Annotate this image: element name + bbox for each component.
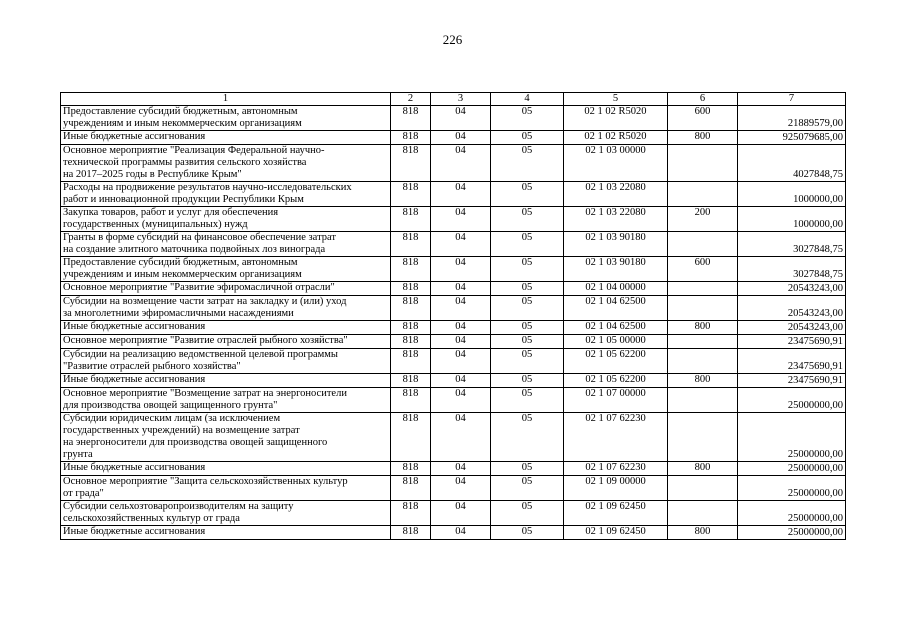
table-row: [61, 388, 846, 413]
section-cell: 04: [431, 335, 491, 349]
header-cell: 2: [391, 93, 431, 106]
row-name-cell: Основное мероприятие "Развитие отраслей рыбного хозяйства": [61, 335, 391, 349]
table-row: [61, 257, 846, 282]
row-name-cell: Субсидии юридическим лицам (за исключением государственных учреждений) на возмещение затрат на энергоносители для производства овощей защищенного грунта: [61, 413, 391, 462]
table-row: [61, 335, 846, 349]
amount-cell: 925079685,00: [738, 131, 846, 145]
target-article-cell: 02 1 07 00000: [564, 388, 668, 413]
section-cell: 04: [431, 388, 491, 413]
table-row: [61, 476, 846, 501]
table-row: [61, 145, 846, 182]
subsection-cell: 05: [491, 462, 564, 476]
row-name-cell: Иные бюджетные ассигнования: [61, 131, 391, 145]
target-article-cell: 02 1 02 R5020: [564, 106, 668, 131]
table-row: [61, 207, 846, 232]
admin-code-cell: 818: [391, 321, 431, 335]
target-article-cell: 02 1 05 62200: [564, 374, 668, 388]
amount-cell: 3027848,75: [738, 257, 846, 282]
expense-type-cell: [668, 349, 738, 374]
target-article-cell: 02 1 07 62230: [564, 462, 668, 476]
expense-type-cell: [668, 145, 738, 182]
subsection-cell: 05: [491, 282, 564, 296]
target-article-cell: 02 1 05 00000: [564, 335, 668, 349]
table-row: [61, 232, 846, 257]
subsection-cell: 05: [491, 526, 564, 540]
admin-code-cell: 818: [391, 526, 431, 540]
subsection-cell: 05: [491, 232, 564, 257]
section-cell: 04: [431, 462, 491, 476]
section-cell: 04: [431, 131, 491, 145]
amount-cell: 23475690,91: [738, 335, 846, 349]
amount-cell: 23475690,91: [738, 349, 846, 374]
header-cell: 5: [564, 93, 668, 106]
row-name-cell: Основное мероприятие "Защита сельскохозяйственных культур от града": [61, 476, 391, 501]
section-cell: 04: [431, 349, 491, 374]
amount-cell: 20543243,00: [738, 282, 846, 296]
admin-code-cell: 818: [391, 131, 431, 145]
row-name-cell: Закупка товаров, работ и услуг для обеспечения государственных (муниципальных) нужд: [61, 207, 391, 232]
table-row: [61, 131, 846, 145]
table-row: [61, 413, 846, 462]
admin-code-cell: 818: [391, 232, 431, 257]
target-article-cell: 02 1 09 00000: [564, 476, 668, 501]
section-cell: 04: [431, 257, 491, 282]
subsection-cell: 05: [491, 321, 564, 335]
amount-cell: 21889579,00: [738, 106, 846, 131]
target-article-cell: 02 1 04 62500: [564, 321, 668, 335]
expense-type-cell: [668, 501, 738, 526]
target-article-cell: 02 1 09 62450: [564, 501, 668, 526]
expense-type-cell: 600: [668, 106, 738, 131]
expense-type-cell: 800: [668, 462, 738, 476]
section-cell: 04: [431, 476, 491, 501]
amount-cell: 1000000,00: [738, 207, 846, 232]
amount-cell: 25000000,00: [738, 388, 846, 413]
row-name-cell: Иные бюджетные ассигнования: [61, 462, 391, 476]
row-name-cell: Иные бюджетные ассигнования: [61, 526, 391, 540]
table-row: [61, 106, 846, 131]
target-article-cell: 02 1 03 90180: [564, 232, 668, 257]
subsection-cell: 05: [491, 145, 564, 182]
subsection-cell: 05: [491, 501, 564, 526]
amount-cell: 25000000,00: [738, 413, 846, 462]
subsection-cell: 05: [491, 296, 564, 321]
admin-code-cell: 818: [391, 413, 431, 462]
amount-cell: 25000000,00: [738, 501, 846, 526]
section-cell: 04: [431, 282, 491, 296]
admin-code-cell: 818: [391, 462, 431, 476]
section-cell: 04: [431, 501, 491, 526]
expense-type-cell: [668, 413, 738, 462]
target-article-cell: 02 1 09 62450: [564, 526, 668, 540]
subsection-cell: 05: [491, 476, 564, 501]
expense-type-cell: [668, 296, 738, 321]
section-cell: 04: [431, 106, 491, 131]
admin-code-cell: 818: [391, 182, 431, 207]
subsection-cell: 05: [491, 257, 564, 282]
target-article-cell: 02 1 02 R5020: [564, 131, 668, 145]
section-cell: 04: [431, 145, 491, 182]
header-cell: 7: [738, 93, 846, 106]
admin-code-cell: 818: [391, 145, 431, 182]
amount-cell: 3027848,75: [738, 232, 846, 257]
admin-code-cell: 818: [391, 388, 431, 413]
header-cell: 6: [668, 93, 738, 106]
section-cell: 04: [431, 207, 491, 232]
target-article-cell: 02 1 07 62230: [564, 413, 668, 462]
amount-cell: 23475690,91: [738, 374, 846, 388]
target-article-cell: 02 1 04 00000: [564, 282, 668, 296]
subsection-cell: 05: [491, 388, 564, 413]
amount-cell: 4027848,75: [738, 145, 846, 182]
subsection-cell: 05: [491, 131, 564, 145]
target-article-cell: 02 1 03 90180: [564, 257, 668, 282]
row-name-cell: Гранты в форме субсидий на финансовое обеспечение затрат на создание элитного маточника подвойных лоз винограда: [61, 232, 391, 257]
expense-type-cell: 800: [668, 321, 738, 335]
subsection-cell: 05: [491, 207, 564, 232]
admin-code-cell: 818: [391, 282, 431, 296]
row-name-cell: Основное мероприятие "Возмещение затрат на энергоносители для производства овощей защищенного грунта": [61, 388, 391, 413]
expense-type-cell: [668, 476, 738, 501]
table-row: [61, 462, 846, 476]
table-row: [61, 321, 846, 335]
row-name-cell: Предоставление субсидий бюджетным, автономным учреждениям и иным некоммерческим организациям: [61, 257, 391, 282]
admin-code-cell: 818: [391, 335, 431, 349]
section-cell: 04: [431, 374, 491, 388]
table-row: [61, 526, 846, 540]
subsection-cell: 05: [491, 349, 564, 374]
amount-cell: 25000000,00: [738, 476, 846, 501]
row-name-cell: Основное мероприятие "Развитие эфиромасличной отрасли": [61, 282, 391, 296]
section-cell: 04: [431, 182, 491, 207]
subsection-cell: 05: [491, 374, 564, 388]
amount-cell: 25000000,00: [738, 526, 846, 540]
header-cell: 3: [431, 93, 491, 106]
section-cell: 04: [431, 296, 491, 321]
admin-code-cell: 818: [391, 207, 431, 232]
expense-type-cell: [668, 335, 738, 349]
subsection-cell: 05: [491, 182, 564, 207]
row-name-cell: Предоставление субсидий бюджетным, автономным учреждениям и иным некоммерческим организациям: [61, 106, 391, 131]
section-cell: 04: [431, 321, 491, 335]
target-article-cell: 02 1 03 22080: [564, 207, 668, 232]
header-cell: 4: [491, 93, 564, 106]
subsection-cell: 05: [491, 106, 564, 131]
budget-table: [60, 92, 846, 540]
row-name-cell: Субсидии на возмещение части затрат на закладку и (или) уход за многолетними эфиромасличными насаждениями: [61, 296, 391, 321]
row-name-cell: Иные бюджетные ассигнования: [61, 374, 391, 388]
target-article-cell: 02 1 03 22080: [564, 182, 668, 207]
expense-type-cell: 800: [668, 131, 738, 145]
row-name-cell: Субсидии сельхозтоваропроизводителям на защиту сельскохозяйственных культур от града: [61, 501, 391, 526]
expense-type-cell: 600: [668, 257, 738, 282]
admin-code-cell: 818: [391, 374, 431, 388]
table-row: [61, 282, 846, 296]
page-number: 226: [442, 32, 463, 47]
amount-cell: 20543243,00: [738, 321, 846, 335]
admin-code-cell: 818: [391, 296, 431, 321]
subsection-cell: 05: [491, 335, 564, 349]
amount-cell: 1000000,00: [738, 182, 846, 207]
expense-type-cell: [668, 232, 738, 257]
admin-code-cell: 818: [391, 501, 431, 526]
row-name-cell: Основное мероприятие "Реализация Федеральной научно- технической программы развития сельского хозяйства на 2017–2025 годы в Республике Крым": [61, 145, 391, 182]
expense-type-cell: 200: [668, 207, 738, 232]
admin-code-cell: 818: [391, 349, 431, 374]
table-row: [61, 501, 846, 526]
expense-type-cell: 800: [668, 374, 738, 388]
admin-code-cell: 818: [391, 106, 431, 131]
section-cell: 04: [431, 232, 491, 257]
section-cell: 04: [431, 413, 491, 462]
amount-cell: 20543243,00: [738, 296, 846, 321]
target-article-cell: 02 1 04 62500: [564, 296, 668, 321]
amount-cell: 25000000,00: [738, 462, 846, 476]
subsection-cell: 05: [491, 413, 564, 462]
row-name-cell: Субсидии на реализацию ведомственной целевой программы "Развитие отраслей рыбного хозяйства": [61, 349, 391, 374]
expense-type-cell: [668, 182, 738, 207]
admin-code-cell: 818: [391, 476, 431, 501]
target-article-cell: 02 1 05 62200: [564, 349, 668, 374]
row-name-cell: Расходы на продвижение результатов научно-исследовательских работ и инновационной продукции Республики Крым: [61, 182, 391, 207]
expense-type-cell: 800: [668, 526, 738, 540]
expense-type-cell: [668, 388, 738, 413]
row-name-cell: Иные бюджетные ассигнования: [61, 321, 391, 335]
table-row: [61, 182, 846, 207]
table-row: [61, 296, 846, 321]
header-cell: 1: [61, 93, 391, 106]
header-row: [61, 93, 846, 106]
table-row: [61, 349, 846, 374]
admin-code-cell: 818: [391, 257, 431, 282]
section-cell: 04: [431, 526, 491, 540]
table-row: [61, 374, 846, 388]
target-article-cell: 02 1 03 00000: [564, 145, 668, 182]
expense-type-cell: [668, 282, 738, 296]
